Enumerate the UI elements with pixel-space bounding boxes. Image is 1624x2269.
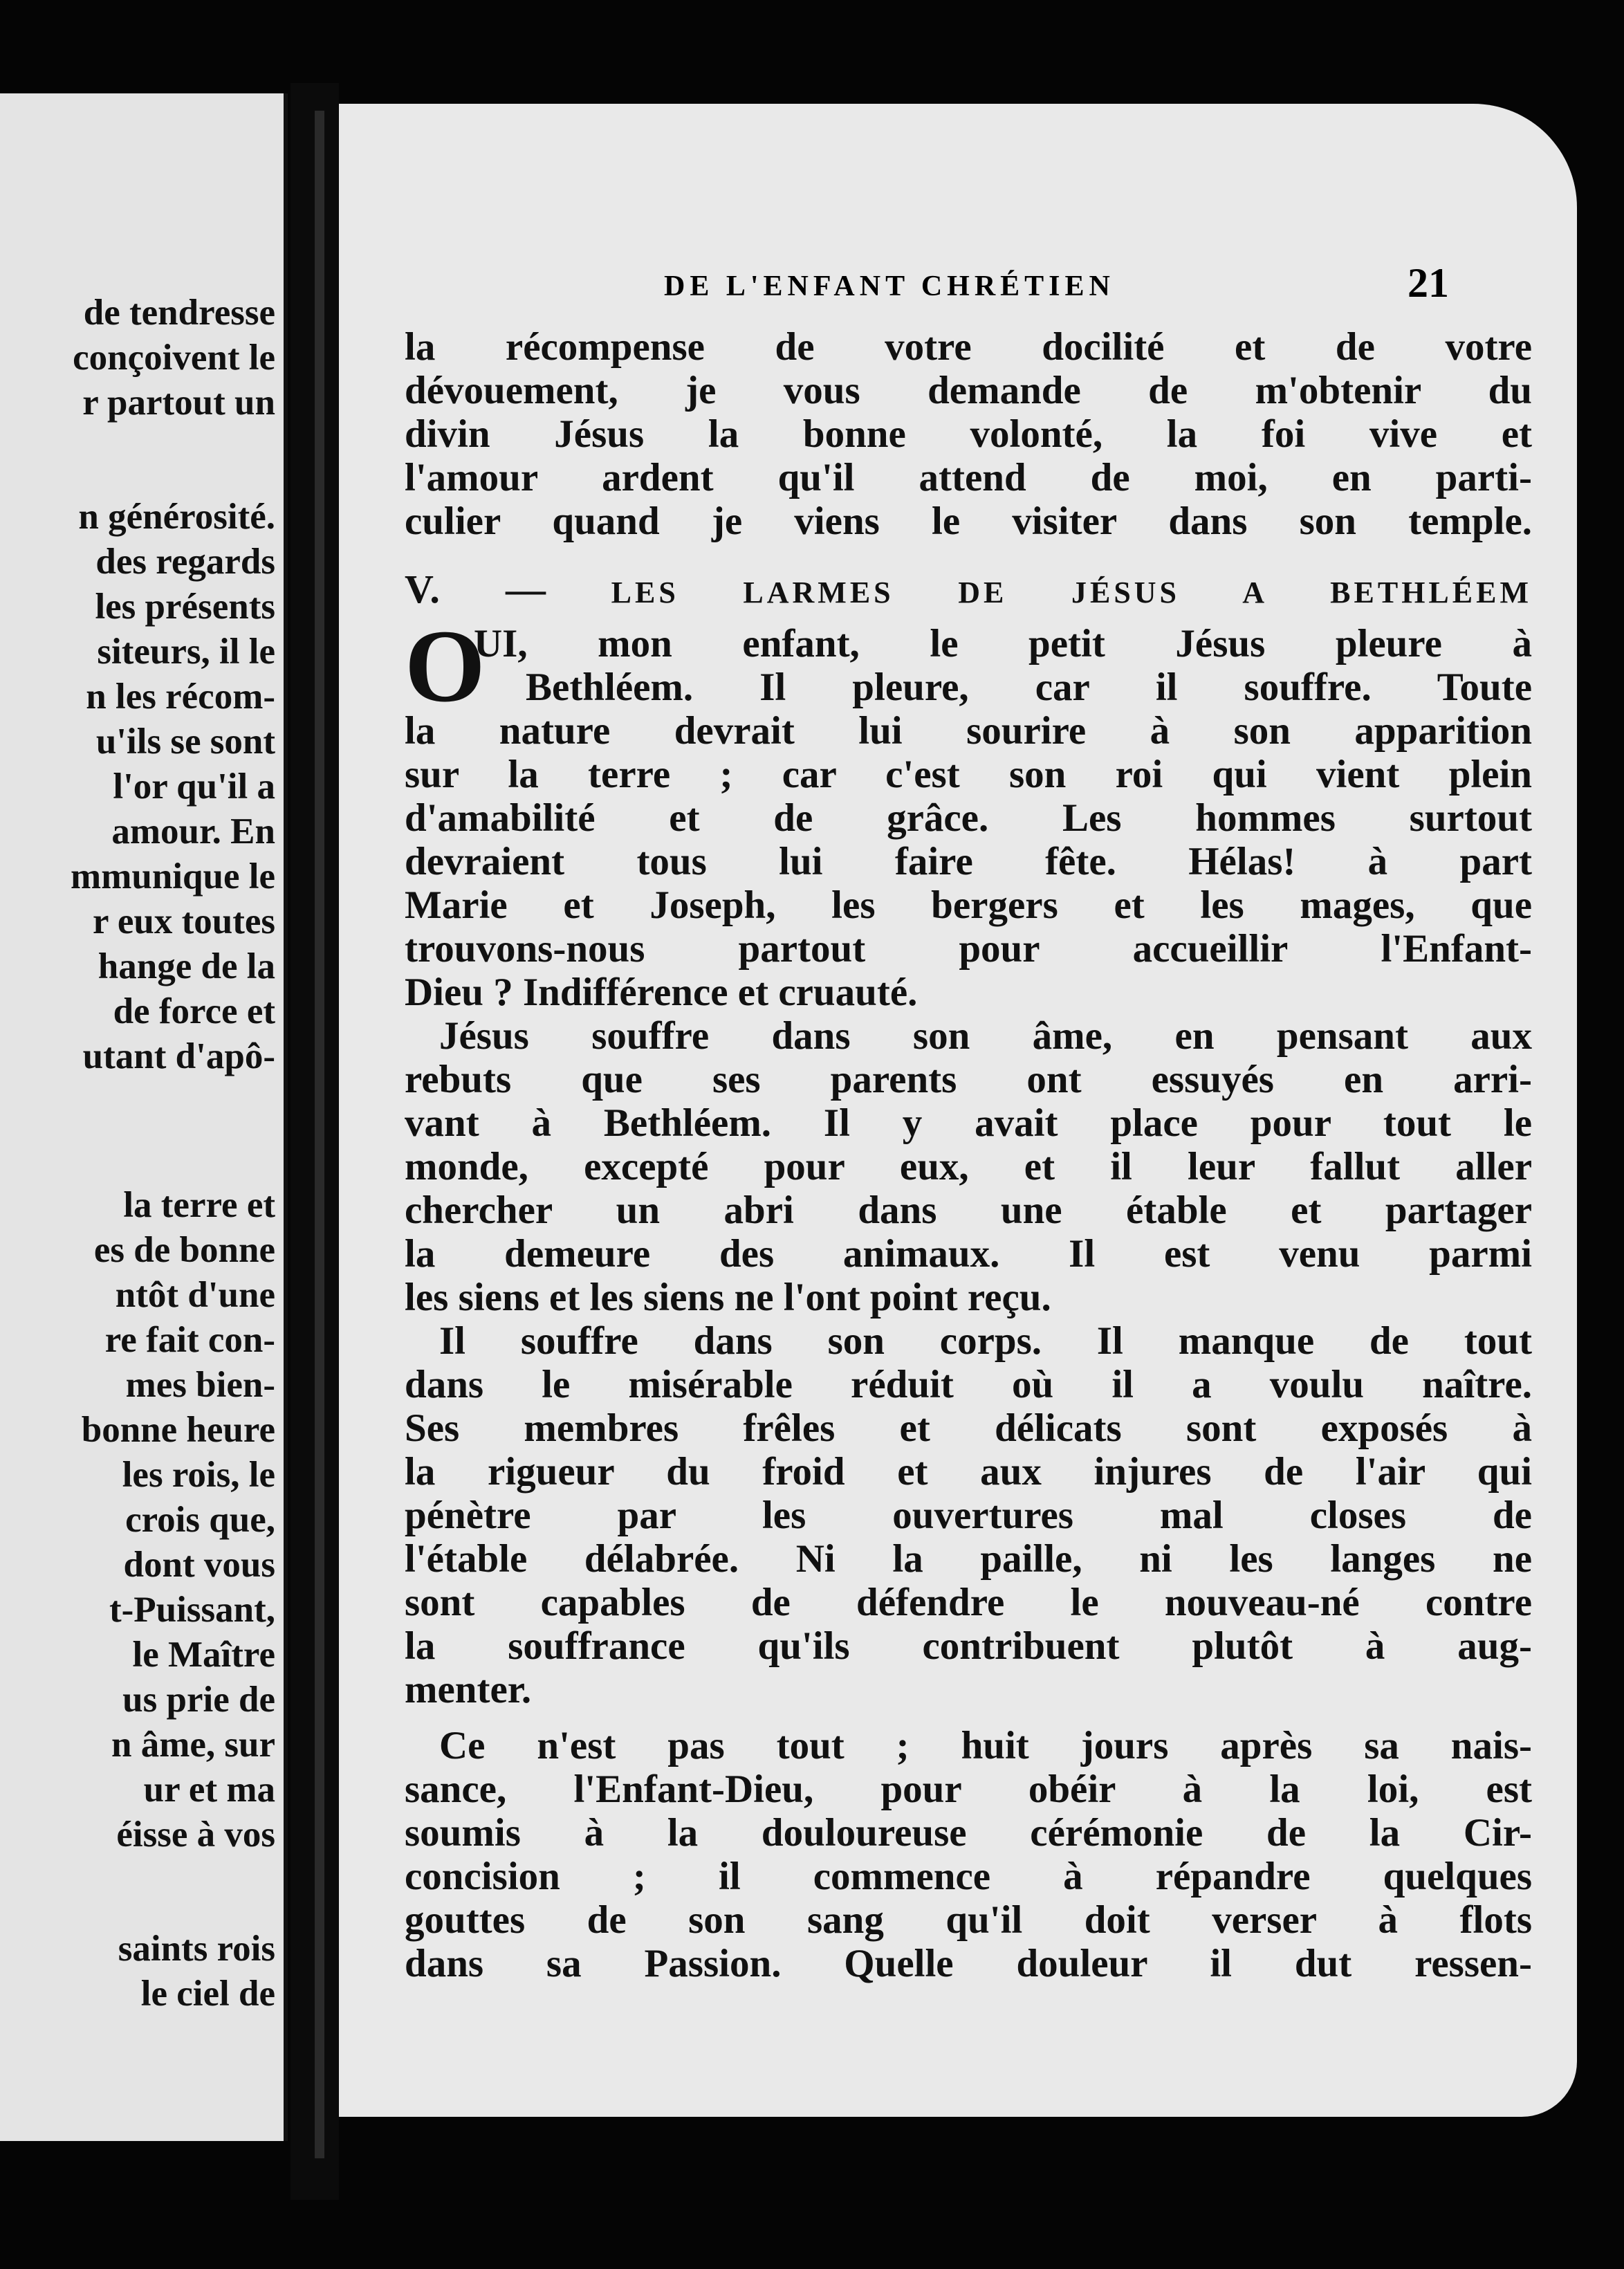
section-title: LES LARMES DE JÉSUS A BETHLÉEM: [611, 576, 1532, 609]
text-line: Bethléem. Il pleure, car il souffre. Toute: [526, 665, 1532, 709]
left-line: le Maître: [132, 1635, 275, 1675]
section-heading: [405, 558, 1532, 621]
left-line: éisse à vos: [116, 1815, 275, 1855]
text-line: menter.: [405, 1668, 532, 1711]
left-line: de tendresse: [83, 293, 275, 333]
left-line: u'ils se sont: [95, 722, 275, 762]
left-line: r partout un: [82, 383, 275, 423]
left-line: n générosité.: [78, 497, 275, 537]
text-line: d'amabilité et de grâce. Les hommes surtout: [405, 796, 1532, 840]
text-line: Ce n'est pas tout ; huit jours après sa nais-: [439, 1724, 1532, 1767]
text-line: Ses membres frêles et délicats sont exposés à: [405, 1406, 1532, 1450]
text-line: devraient tous lui faire fête. Hélas! à part: [405, 840, 1532, 883]
left-line-gap: [0, 425, 275, 495]
text-line: rebuts que ses parents ont essuyés en arri-: [405, 1058, 1532, 1101]
paragraph-4: [405, 1724, 1532, 1985]
drop-cap: O: [405, 609, 486, 724]
right-page: [339, 104, 1577, 2117]
text-line: dévouement, je vous demande de m'obtenir du: [405, 369, 1532, 412]
left-line: es de bonne: [93, 1230, 275, 1270]
left-line: mes bien-: [125, 1365, 275, 1405]
text-line: dans le misérable réduit où il a voulu naître.: [405, 1363, 1532, 1406]
text-line: UI, mon enfant, le petit Jésus pleure à: [474, 622, 1532, 665]
left-line: de force et: [113, 991, 275, 1031]
text-line: les siens et les siens ne l'ont point reçu.: [405, 1276, 1051, 1319]
left-line: bonne heure: [81, 1410, 275, 1450]
section-number: V. —: [405, 567, 548, 612]
running-title: DE L'ENFANT CHRÉTIEN: [664, 270, 1115, 302]
text-line: culier quand je viens le visiter dans son temple.: [405, 499, 1532, 543]
left-line: mmunique le: [71, 856, 275, 897]
paragraph-spacer: [405, 1711, 1532, 1724]
left-line-gap: [0, 1857, 275, 1927]
left-line: amour. En: [111, 811, 275, 852]
text-line: l'amour ardent qu'il attend de moi, en parti-: [405, 456, 1532, 499]
left-line-gap: [0, 1079, 275, 1183]
text-line: Marie et Joseph, les bergers et les mages, que: [405, 883, 1532, 927]
text-line: gouttes de son sang qu'il doit verser à flots: [405, 1898, 1532, 1942]
text-line: chercher un abri dans une étable et partager: [405, 1188, 1532, 1232]
left-line: les présents: [95, 587, 275, 627]
text-line: concision ; il commence à répandre quelques: [405, 1855, 1532, 1898]
left-line: la terre et: [123, 1185, 275, 1225]
left-line: conçoivent le: [73, 338, 275, 378]
left-line: dont vous: [123, 1545, 275, 1585]
left-line: us prie de: [122, 1680, 275, 1720]
text-line: Dieu ? Indifférence et cruauté.: [405, 971, 918, 1014]
text-line: la récompense de votre docilité et de votre: [405, 325, 1532, 369]
left-line: saints rois: [118, 1929, 275, 1969]
text-line: divin Jésus la bonne volonté, la foi vive et: [405, 412, 1532, 456]
text-line: la souffrance qu'ils contribuent plutôt à aug-: [405, 1624, 1532, 1668]
text-line: pénètre par les ouvertures mal closes de: [405, 1494, 1532, 1537]
left-line: ur et ma: [143, 1770, 275, 1810]
left-line: r eux toutes: [93, 901, 275, 941]
left-line: siteurs, il le: [97, 632, 275, 672]
text-line: soumis à la douloureuse cérémonie de la Cir-: [405, 1811, 1532, 1855]
text-line: monde, excepté pour eux, et il leur fallut aller: [405, 1145, 1532, 1188]
text-line: l'étable délabrée. Ni la paille, ni les langes ne: [405, 1537, 1532, 1581]
left-line: crois que,: [125, 1500, 275, 1540]
text-line: la rigueur du froid et aux injures de l'air qui: [405, 1450, 1532, 1494]
left-line: t-Puissant,: [109, 1590, 275, 1630]
text-line: vant à Bethléem. Il y avait place pour tout le: [405, 1101, 1532, 1145]
left-line: l'or qu'il a: [113, 766, 275, 807]
text-line: la demeure des animaux. Il est venu parmi: [405, 1232, 1532, 1276]
text-line: sur la terre ; car c'est son roi qui vient plein: [405, 753, 1532, 796]
left-line: des regards: [95, 542, 275, 582]
text-line: la nature devrait lui sourire à son apparition: [405, 709, 1532, 753]
left-line: ntôt d'une: [115, 1275, 275, 1315]
page-body: [405, 325, 1532, 1985]
left-line: le ciel de: [140, 1974, 275, 2014]
left-line: re fait con-: [104, 1320, 275, 1360]
left-line: n les récom-: [86, 677, 275, 717]
gutter-shadow: [315, 111, 324, 2158]
paragraph-3: [405, 1319, 1532, 1711]
text-line: trouvons-nous partout pour accueillir l'Enfant-: [405, 927, 1532, 971]
left-line: les rois, le: [122, 1455, 275, 1495]
left-line: n âme, sur: [111, 1725, 275, 1765]
text-line: Il souffre dans son corps. Il manque de tout: [439, 1319, 1532, 1363]
left-page-text: [0, 291, 275, 2017]
text-line: Jésus souffre dans son âme, en pensant aux: [439, 1014, 1532, 1058]
left-line: utant d'apô-: [82, 1036, 275, 1076]
left-line: hange de la: [98, 946, 275, 986]
text-line: dans sa Passion. Quelle douleur il dut ressen-: [405, 1942, 1532, 1985]
paragraph-1: [405, 609, 1532, 1014]
paragraph-2: [405, 1014, 1532, 1319]
left-facing-page: [0, 93, 288, 2141]
text-line: sont capables de défendre le nouveau-né contre: [405, 1581, 1532, 1624]
page-number: 21: [1408, 260, 1449, 306]
text-line: sance, l'Enfant-Dieu, pour obéir à la loi, est: [405, 1767, 1532, 1811]
